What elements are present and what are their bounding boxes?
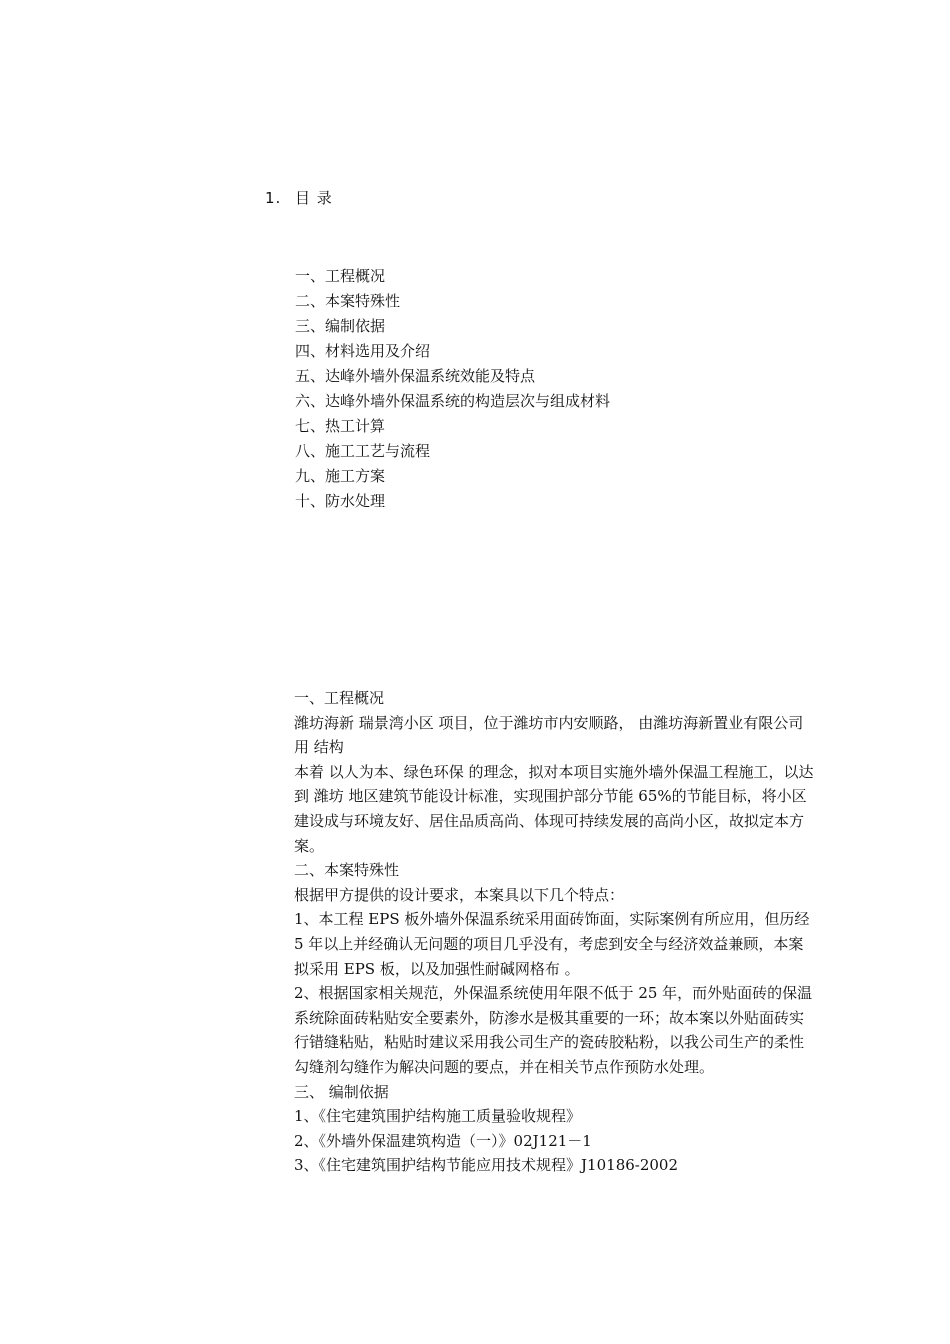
section2-point-2: 2、根据国家相关规范，外保温系统使用年限不低于 25 年，而外贴面砖的保温系统除面砖粘贴安全要素外，防渗水是极其重要的一环；故本案以外贴面砖实行错缝粘贴，粘贴时建议采用我公司生产的瓷砖胶粘粉，以我公司生产的柔性勾缝剂勾缝作为解决问题的要点，并在相关节点作预防水处理。 xyxy=(294,984,813,1076)
section3-ref-2: 2、《外墙外保温建筑构造（一）》02J121－1 xyxy=(294,1131,592,1150)
toc-item-project-overview: 一、工程概况 xyxy=(295,267,386,285)
toc-item-basis: 三、编制依据 xyxy=(295,317,386,335)
section2-heading: 二、本案特殊性 xyxy=(294,861,400,880)
section3-ref-3: 3、《住宅建筑围护结构节能应用技术规程》J10186-2002 xyxy=(294,1156,679,1175)
toc-item-construction-plan: 九、施工方案 xyxy=(295,467,386,485)
toc-heading-title: 目 录 xyxy=(295,189,333,207)
section3-heading: 三、 编制依据 xyxy=(294,1082,389,1101)
section1-paragraph-2: 本着 以人为本、绿色环保 的理念，拟对本项目实施外墙外保温工程施工，以达到 潍坊 地区建筑节能设计标准，实现围护部分节能 65%的节能目标，将小区建设成与环境友好、居住品质高尚、体现可持续发展的高尚小区，故拟定本方案。 xyxy=(294,762,814,855)
toc-item-waterproofing: 十、防水处理 xyxy=(295,492,386,510)
section1-paragraph-1: 潍坊海新 瑞景湾小区 项目，位于潍坊市内安顺路， 由潍坊海新置业有限公司用 结构 xyxy=(294,713,804,757)
section1-heading: 一、工程概况 xyxy=(294,689,385,707)
toc-heading xyxy=(265,187,333,209)
section3-ref-1: 1、《住宅建筑围护结构施工质量验收规程》 xyxy=(294,1107,582,1126)
section2-point-1: 1、本工程 EPS 板外墙外保温系统采用面砖饰面，实际案例有所应用，但历经 5 年以上并经确认无问题的项目几乎没有，考虑到安全与经济效益兼顾，本案拟采用 EPS 板，以及加强性耐碱网格布 。 xyxy=(294,910,810,978)
toc-heading-number: 1. xyxy=(265,189,282,207)
toc-list xyxy=(295,264,610,514)
toc-item-system-performance: 五、达峰外墙外保温系统效能及特点 xyxy=(295,367,536,385)
toc-item-system-layers: 六、达峰外墙外保温系统的构造层次与组成材料 xyxy=(295,392,611,410)
toc-item-thermal-calc: 七、热工计算 xyxy=(295,417,386,435)
toc-item-case-specifics: 二、本案特殊性 xyxy=(295,292,401,310)
section2-intro: 根据甲方提供的设计要求，本案具以下几个特点： xyxy=(294,885,625,904)
document-body xyxy=(294,686,814,1178)
toc-item-materials: 四、材料选用及介绍 xyxy=(295,342,431,360)
toc-item-process: 八、施工工艺与流程 xyxy=(295,442,431,460)
